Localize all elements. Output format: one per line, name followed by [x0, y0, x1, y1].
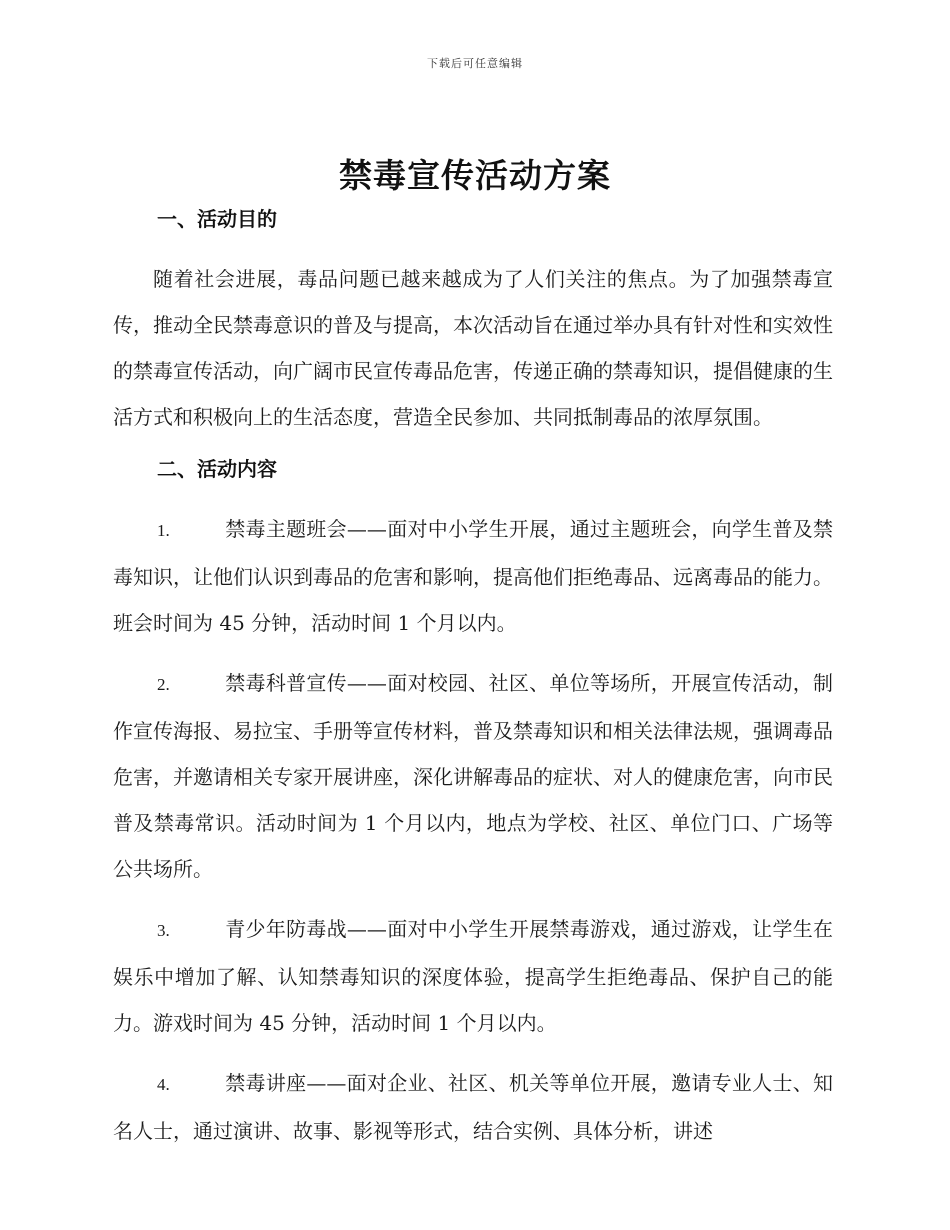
section-heading-purpose: 一、活动目的 — [157, 207, 277, 231]
list-item-text: 青少年防毒战——面对中小学生开展禁毒游戏，通过游戏，让学生在娱乐中增加了解、认知禁毒知识的深度体验，提高学生拒绝毒品、保护自己的能力。游戏时间为 45 分钟，活动时间 1 个月以内。 — [113, 917, 833, 1035]
list-item — [113, 906, 833, 1046]
list-item-text: 禁毒主题班会——面对中小学生开展，通过主题班会，向学生普及禁毒知识，让他们认识到毒品的危害和影响，提高他们拒绝毒品、远离毒品的能力。班会时间为 45 分钟，活动时间 1 个月以内。 — [113, 517, 833, 635]
list-item-text: 禁毒科普宣传——面对校园、社区、单位等场所，开展宣传活动，制作宣传海报、易拉宝、手册等宣传材料，普及禁毒知识和相关法律法规，强调毒品危害，并邀请相关专家开展讲座，深化讲解毒品的症状、对人的健康危害，向市民普及禁毒常识。活动时间为 1 个月以内，地点为学校、社区、单位门口、广场等公共场所。 — [113, 671, 833, 881]
purpose-paragraph: 随着社会进展，毒品问题已越来越成为了人们关注的焦点。为了加强禁毒宣传，推动全民禁毒意识的普及与提高，本次活动旨在通过举办具有针对性和实效性的禁毒宣传活动，向广阔市民宣传毒品危害，传递正确的禁毒知识，提倡健康的生活方式和积极向上的生活态度，营造全民参加、共同抵制毒品的浓厚氛围。 — [113, 267, 833, 429]
list-item — [113, 1060, 833, 1154]
document-title: 禁毒宣传活动方案 — [339, 156, 611, 195]
document-body — [113, 196, 833, 1154]
list-item-number: 4. — [157, 1075, 170, 1094]
list-item-text: 禁毒讲座——面对企业、社区、机关等单位开展，邀请专业人士、知名人士，通过演讲、故事、影视等形式，结合实例、具体分析，讲述 — [113, 1071, 833, 1143]
list-item — [113, 506, 833, 646]
list-item-number: 2. — [157, 675, 170, 694]
list-item — [113, 660, 833, 892]
list-item-number: 1. — [157, 521, 170, 540]
page-header-note: 下载后可任意编辑 — [427, 57, 523, 70]
list-item-number: 3. — [157, 921, 170, 940]
section-heading-content: 二、活动内容 — [157, 457, 277, 481]
